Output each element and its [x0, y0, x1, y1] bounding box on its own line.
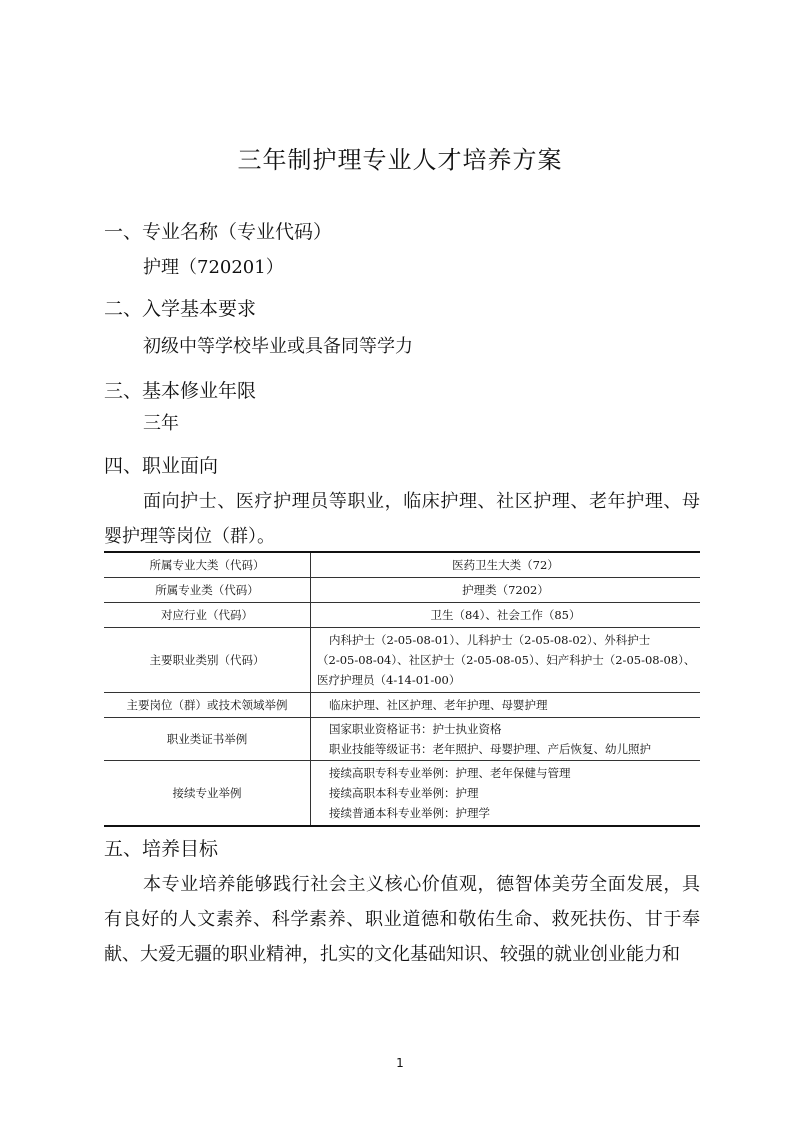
table-row [104, 552, 700, 578]
table-key-cell: 职业类证书举例 [104, 718, 311, 761]
certificate-line: 职业技能等级证书：老年照护、母婴护理、产后恢复、幼儿照护 [329, 742, 651, 756]
table-row [104, 761, 700, 827]
table-value-cell: 医药卫生大类（72） [311, 552, 701, 578]
table-key-cell: 主要职业类别（代码） [104, 628, 311, 693]
major-name-value: 护理（720201） [143, 257, 284, 278]
career-orientation-table [104, 551, 700, 827]
document-title: 三年制护理专业人才培养方案 [237, 146, 563, 174]
section-heading-study-duration: 三、基本修业年限 [104, 380, 257, 402]
career-orientation-paragraph: 面向护士、医疗护理员等职业，临床护理、社区护理、老年护理、母婴护理等岗位（群）。 [104, 491, 700, 547]
occupation-line: 医疗护理员（4-14-01-00） [317, 673, 461, 687]
table-row [104, 693, 700, 718]
table-value-cell: 临床护理、社区护理、老年护理、母婴护理 [311, 693, 701, 718]
table-value-cell: 护理类（7202） [311, 578, 701, 603]
section-heading-entry-requirements: 二、入学基本要求 [104, 298, 257, 320]
entry-requirements-value: 初级中等学校毕业或具备同等学力 [143, 336, 413, 357]
study-duration-value: 三年 [143, 413, 179, 434]
table-key-cell: 主要岗位（群）或技术领域举例 [104, 693, 311, 718]
table-key-cell: 所属专业类（代码） [104, 578, 311, 603]
table-row [104, 578, 700, 603]
occupation-line: 内科护士（2-05-08-01）、儿科护士（2-05-08-02）、外科护士 [329, 633, 651, 647]
certificate-line: 国家职业资格证书：护士执业资格 [329, 722, 502, 736]
table-key-cell: 对应行业（代码） [104, 603, 311, 628]
continuation-line: 接续高职本科专业举例：护理 [329, 786, 479, 800]
table-key-cell: 所属专业大类（代码） [104, 552, 311, 578]
section-heading-major-name: 一、专业名称（专业代码） [104, 221, 333, 243]
section-heading-training-goals: 五、培养目标 [104, 838, 219, 860]
page-number: 1 [396, 1056, 404, 1070]
table-value-cell [311, 628, 701, 693]
section-heading-career-orientation: 四、职业面向 [104, 455, 219, 477]
continuation-line: 接续普通本科专业举例：护理学 [329, 806, 490, 820]
table-row [104, 603, 700, 628]
table-row [104, 628, 700, 693]
table-value-cell: 卫生（84）、社会工作（85） [311, 603, 701, 628]
table-row [104, 718, 700, 761]
occupation-line: （2-05-08-04）、社区护士（2-05-08-05）、妇产科护士（2-05-08-08）、 [317, 653, 696, 667]
training-goals-paragraph: 本专业培养能够践行社会主义核心价值观，德智体美劳全面发展，具有良好的人文素养、科学素养、职业道德和敬佑生命、救死扶伤、甘于奉献、大爱无疆的职业精神，扎实的文化基础知识、较强的就业创业能力和 [104, 874, 700, 965]
table-key-cell: 接续专业举例 [104, 761, 311, 827]
table-value-cell [311, 761, 701, 827]
continuation-line: 接续高职专科专业举例：护理、老年保健与管理 [329, 766, 571, 780]
table-value-cell [311, 718, 701, 761]
